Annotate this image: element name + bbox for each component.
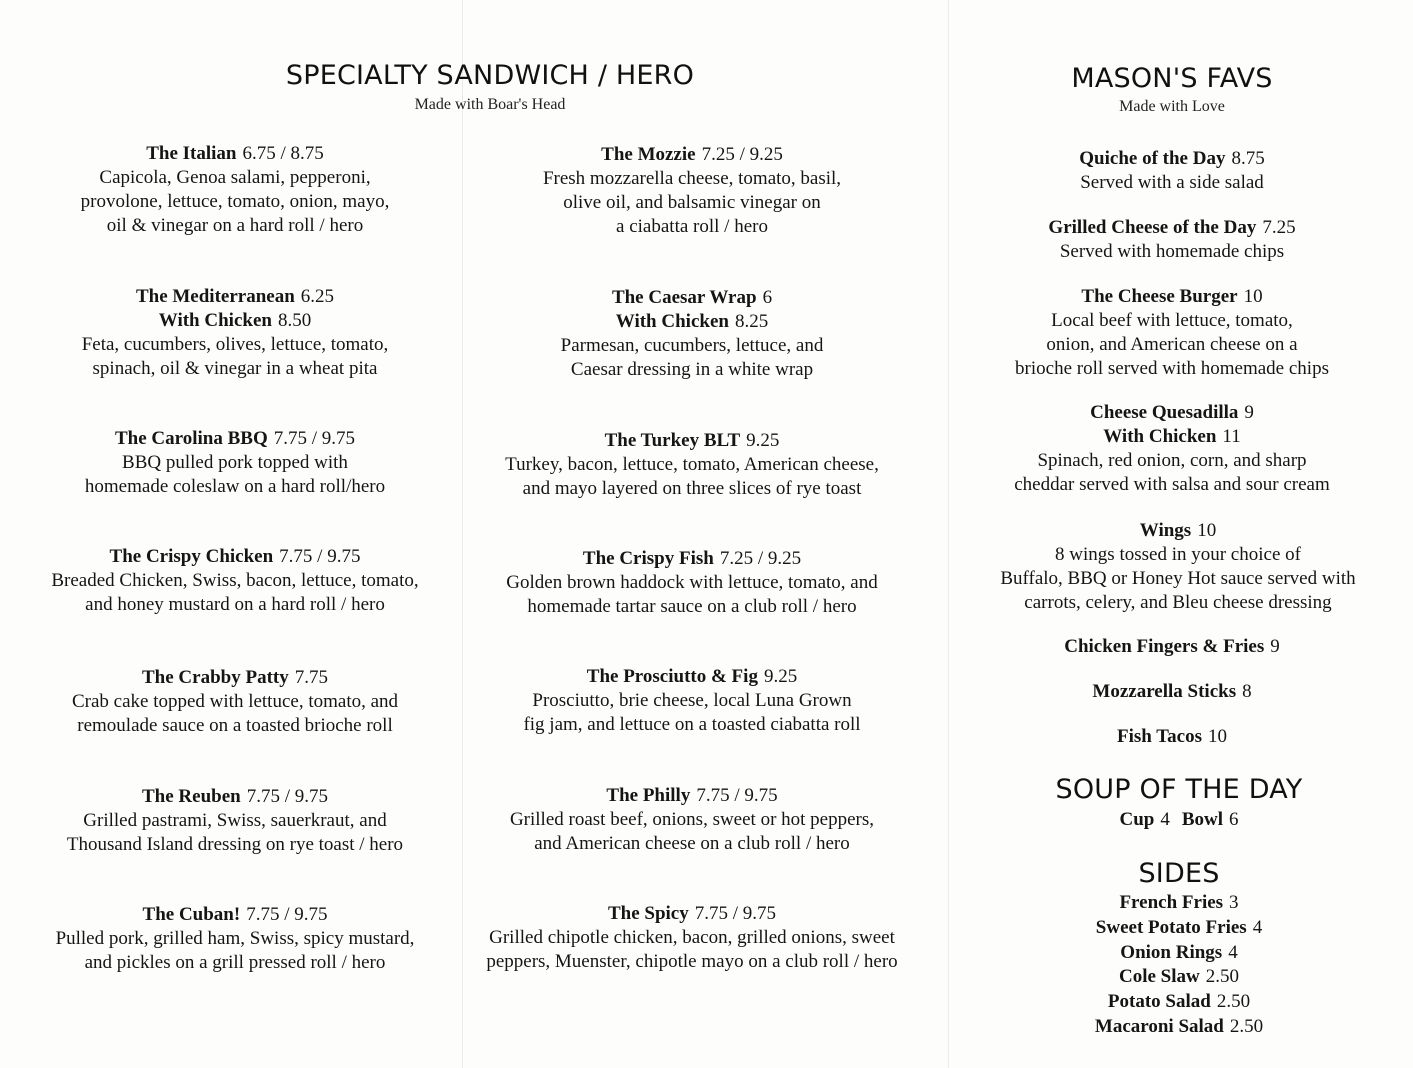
item-name: Wings xyxy=(1139,520,1192,541)
item-description: Turkey, bacon, lettuce, tomato, American cheese, and mayo layered on three slices of rye toast xyxy=(505,454,879,499)
menu-item-caesar-wrap xyxy=(462,286,922,382)
item-description: 8 wings tossed in your choice of Buffalo, BBQ or Honey Hot sauce served with carrots, celery, and Bleu cheese dressing xyxy=(1000,544,1356,613)
item-description: Golden brown haddock with lettuce, tomato, and homemade tartar sauce on a club roll / hero xyxy=(506,572,878,617)
item-price: 7.75 xyxy=(294,667,328,688)
fav-item-chicken-fingers xyxy=(962,635,1382,659)
item-description: Local beef with lettuce, tomato, onion, and American cheese on a brioche roll served with homemade chips xyxy=(1015,310,1329,379)
item-price: 8 xyxy=(1242,681,1252,702)
item-name: Mozzarella Sticks xyxy=(1092,681,1237,702)
panel-fold-right xyxy=(948,0,949,1068)
side-item xyxy=(972,1015,1386,1040)
fav-item-cheese-quesadilla xyxy=(962,401,1382,497)
item-price: 6.75 / 8.75 xyxy=(242,143,324,164)
item-price: 9 xyxy=(1270,636,1280,657)
item-addon-price: 8.50 xyxy=(277,310,312,331)
side-item-name: Cole Slaw xyxy=(1119,966,1200,988)
menu-item-crabby-patty xyxy=(25,666,445,738)
item-name: The Caesar Wrap xyxy=(611,287,757,308)
item-price: 7.75 / 9.75 xyxy=(696,785,778,806)
item-description: Prosciutto, brie cheese, local Luna Grown fig jam, and lettuce on a toasted ciabatta roll xyxy=(523,690,861,735)
menu-item-crispy-fish xyxy=(462,547,922,619)
favs-title: MASON'S FAVS xyxy=(1071,63,1273,94)
soup-title: SOUP OF THE DAY xyxy=(1055,774,1303,805)
item-name: The Prosciutto & Fig xyxy=(586,666,758,687)
item-description: Grilled roast beef, onions, sweet or hot peppers, and American cheese on a club roll / hero xyxy=(509,809,875,854)
sides-title: SIDES xyxy=(1138,858,1220,889)
menu-item-prosciutto-fig xyxy=(462,665,922,737)
item-name: The Crispy Chicken xyxy=(109,546,274,567)
item-description: Crab cake topped with lettuce, tomato, and remoulade sauce on a toasted brioche roll xyxy=(71,691,399,736)
menu-item-mozzie xyxy=(462,143,922,239)
item-price: 7.25 xyxy=(1262,217,1296,238)
soup-prices xyxy=(972,808,1386,832)
fav-item-wings xyxy=(962,519,1394,615)
soup-bowl-price: 6 xyxy=(1229,809,1239,830)
menu-item-italian xyxy=(25,142,445,238)
item-price: 7.25 / 9.25 xyxy=(701,144,783,165)
item-price: 7.75 / 9.75 xyxy=(246,786,328,807)
item-price: 9.25 xyxy=(746,430,780,451)
side-item-name: Sweet Potato Fries xyxy=(1095,916,1247,938)
item-description: Pulled pork, grilled ham, Swiss, spicy mustard, and pickles on a grill pressed roll / hero xyxy=(55,928,415,973)
menu-item-spicy xyxy=(455,902,929,974)
side-item xyxy=(972,891,1386,916)
item-price: 10 xyxy=(1243,286,1263,307)
item-description: Parmesan, cucumbers, lettuce, and Caesar dressing in a white wrap xyxy=(560,335,824,380)
item-name: The Cheese Burger xyxy=(1081,286,1238,307)
item-addon-price: 8.25 xyxy=(734,311,769,332)
specialty-title: SPECIALTY SANDWICH / HERO xyxy=(285,60,695,91)
menu-item-crispy-chicken xyxy=(25,545,445,617)
item-addon-name: With Chicken xyxy=(1103,426,1217,447)
fav-item-cheese-burger xyxy=(962,285,1382,381)
item-name: The Crispy Fish xyxy=(582,548,714,569)
item-name: The Turkey BLT xyxy=(604,430,741,451)
item-price: 10 xyxy=(1197,520,1217,541)
item-name: The Reuben xyxy=(142,786,241,807)
item-description: Spinach, red onion, corn, and sharp cheddar served with salsa and sour cream xyxy=(1014,450,1330,495)
specialty-subtitle: Made with Boar's Head xyxy=(414,96,566,113)
item-description: BBQ pulled pork topped with homemade coleslaw on a hard roll/hero xyxy=(84,452,386,497)
item-price: 7.75 / 9.75 xyxy=(246,904,328,925)
item-addon-price: 11 xyxy=(1222,426,1241,447)
soup-cup-label: Cup xyxy=(1119,809,1155,830)
item-name: The Spicy xyxy=(607,903,689,924)
item-addon-name: With Chicken xyxy=(158,310,272,331)
side-item-price: 2.50 xyxy=(1229,1015,1264,1037)
item-description: Served with homemade chips xyxy=(1059,241,1285,262)
item-description: Grilled pastrami, Swiss, sauerkraut, and Thousand Island dressing on rye toast / hero xyxy=(66,810,404,855)
item-price: 8.75 xyxy=(1231,148,1265,169)
fav-item-mozzarella-sticks xyxy=(962,680,1382,704)
menu-item-philly xyxy=(462,784,922,856)
side-item-name: Potato Salad xyxy=(1107,991,1211,1013)
item-name: Cheese Quesadilla xyxy=(1090,402,1239,423)
menu-item-reuben xyxy=(25,785,445,857)
side-item-price: 4 xyxy=(1228,941,1238,963)
item-price: 9.25 xyxy=(763,666,798,687)
item-name: The Mediterranean xyxy=(135,286,295,307)
side-item xyxy=(972,916,1386,941)
item-description: Grilled chipotle chicken, bacon, grilled onions, sweet peppers, Muenster, chipotle mayo on a club roll / hero xyxy=(486,927,898,972)
item-price: 7.75 / 9.75 xyxy=(279,546,361,567)
side-item-name: Onion Rings xyxy=(1120,941,1223,963)
item-description: Breaded Chicken, Swiss, bacon, lettuce, tomato, and honey mustard on a hard roll / hero xyxy=(51,570,419,615)
fav-item-fish-tacos xyxy=(962,725,1382,749)
side-item xyxy=(972,965,1386,990)
side-item-price: 2.50 xyxy=(1205,966,1239,988)
item-price: 6.25 xyxy=(300,286,335,307)
item-description: Feta, cucumbers, olives, lettuce, tomato, spinach, oil & vinegar in a wheat pita xyxy=(81,334,389,379)
menu-item-cuban xyxy=(25,903,445,975)
fav-item-quiche xyxy=(962,147,1382,195)
item-price: 7.75 / 9.75 xyxy=(273,428,355,449)
favs-subtitle: Made with Love xyxy=(1119,98,1225,115)
side-item-price: 4 xyxy=(1252,916,1263,938)
item-price: 9 xyxy=(1244,402,1254,423)
soup-cup-price: 4 xyxy=(1160,809,1170,830)
item-name: Fish Tacos xyxy=(1116,726,1202,747)
item-description: Served with a side salad xyxy=(1080,172,1264,193)
item-name: The Italian xyxy=(146,143,237,164)
fav-item-grilled-cheese xyxy=(962,216,1382,264)
menu-item-turkey-blt xyxy=(462,429,922,501)
menu-item-mediterranean xyxy=(25,285,445,381)
item-price: 10 xyxy=(1208,726,1227,747)
item-name: The Carolina BBQ xyxy=(114,428,268,449)
item-price: 7.25 / 9.25 xyxy=(719,548,802,569)
item-addon-name: With Chicken xyxy=(615,311,729,332)
side-item xyxy=(972,941,1386,966)
item-name: The Crabby Patty xyxy=(142,667,289,688)
side-item-name: Macaroni Salad xyxy=(1094,1015,1224,1037)
item-name: The Mozzie xyxy=(601,144,696,165)
soup-bowl-label: Bowl xyxy=(1181,809,1224,830)
item-name: The Cuban! xyxy=(142,904,241,925)
item-name: Grilled Cheese of the Day xyxy=(1048,217,1257,238)
item-price: 7.75 / 9.75 xyxy=(694,903,777,924)
side-item-price: 3 xyxy=(1229,892,1239,913)
item-name: Quiche of the Day xyxy=(1079,148,1226,169)
side-item-name: French Fries xyxy=(1119,892,1224,913)
item-price: 6 xyxy=(762,287,773,308)
item-name: The Philly xyxy=(606,785,691,806)
side-item-price: 2.50 xyxy=(1216,991,1251,1013)
item-description: Fresh mozzarella cheese, tomato, basil, olive oil, and balsamic vinegar on a ciabatta roll / hero xyxy=(542,168,842,237)
side-item xyxy=(972,990,1386,1015)
item-description: Capicola, Genoa salami, pepperoni, provolone, lettuce, tomato, onion, mayo, oil & vinegar on a hard roll / hero xyxy=(80,167,390,236)
sides-list xyxy=(972,891,1386,1040)
menu-item-carolina-bbq xyxy=(25,427,445,499)
item-name: Chicken Fingers & Fries xyxy=(1064,636,1265,657)
